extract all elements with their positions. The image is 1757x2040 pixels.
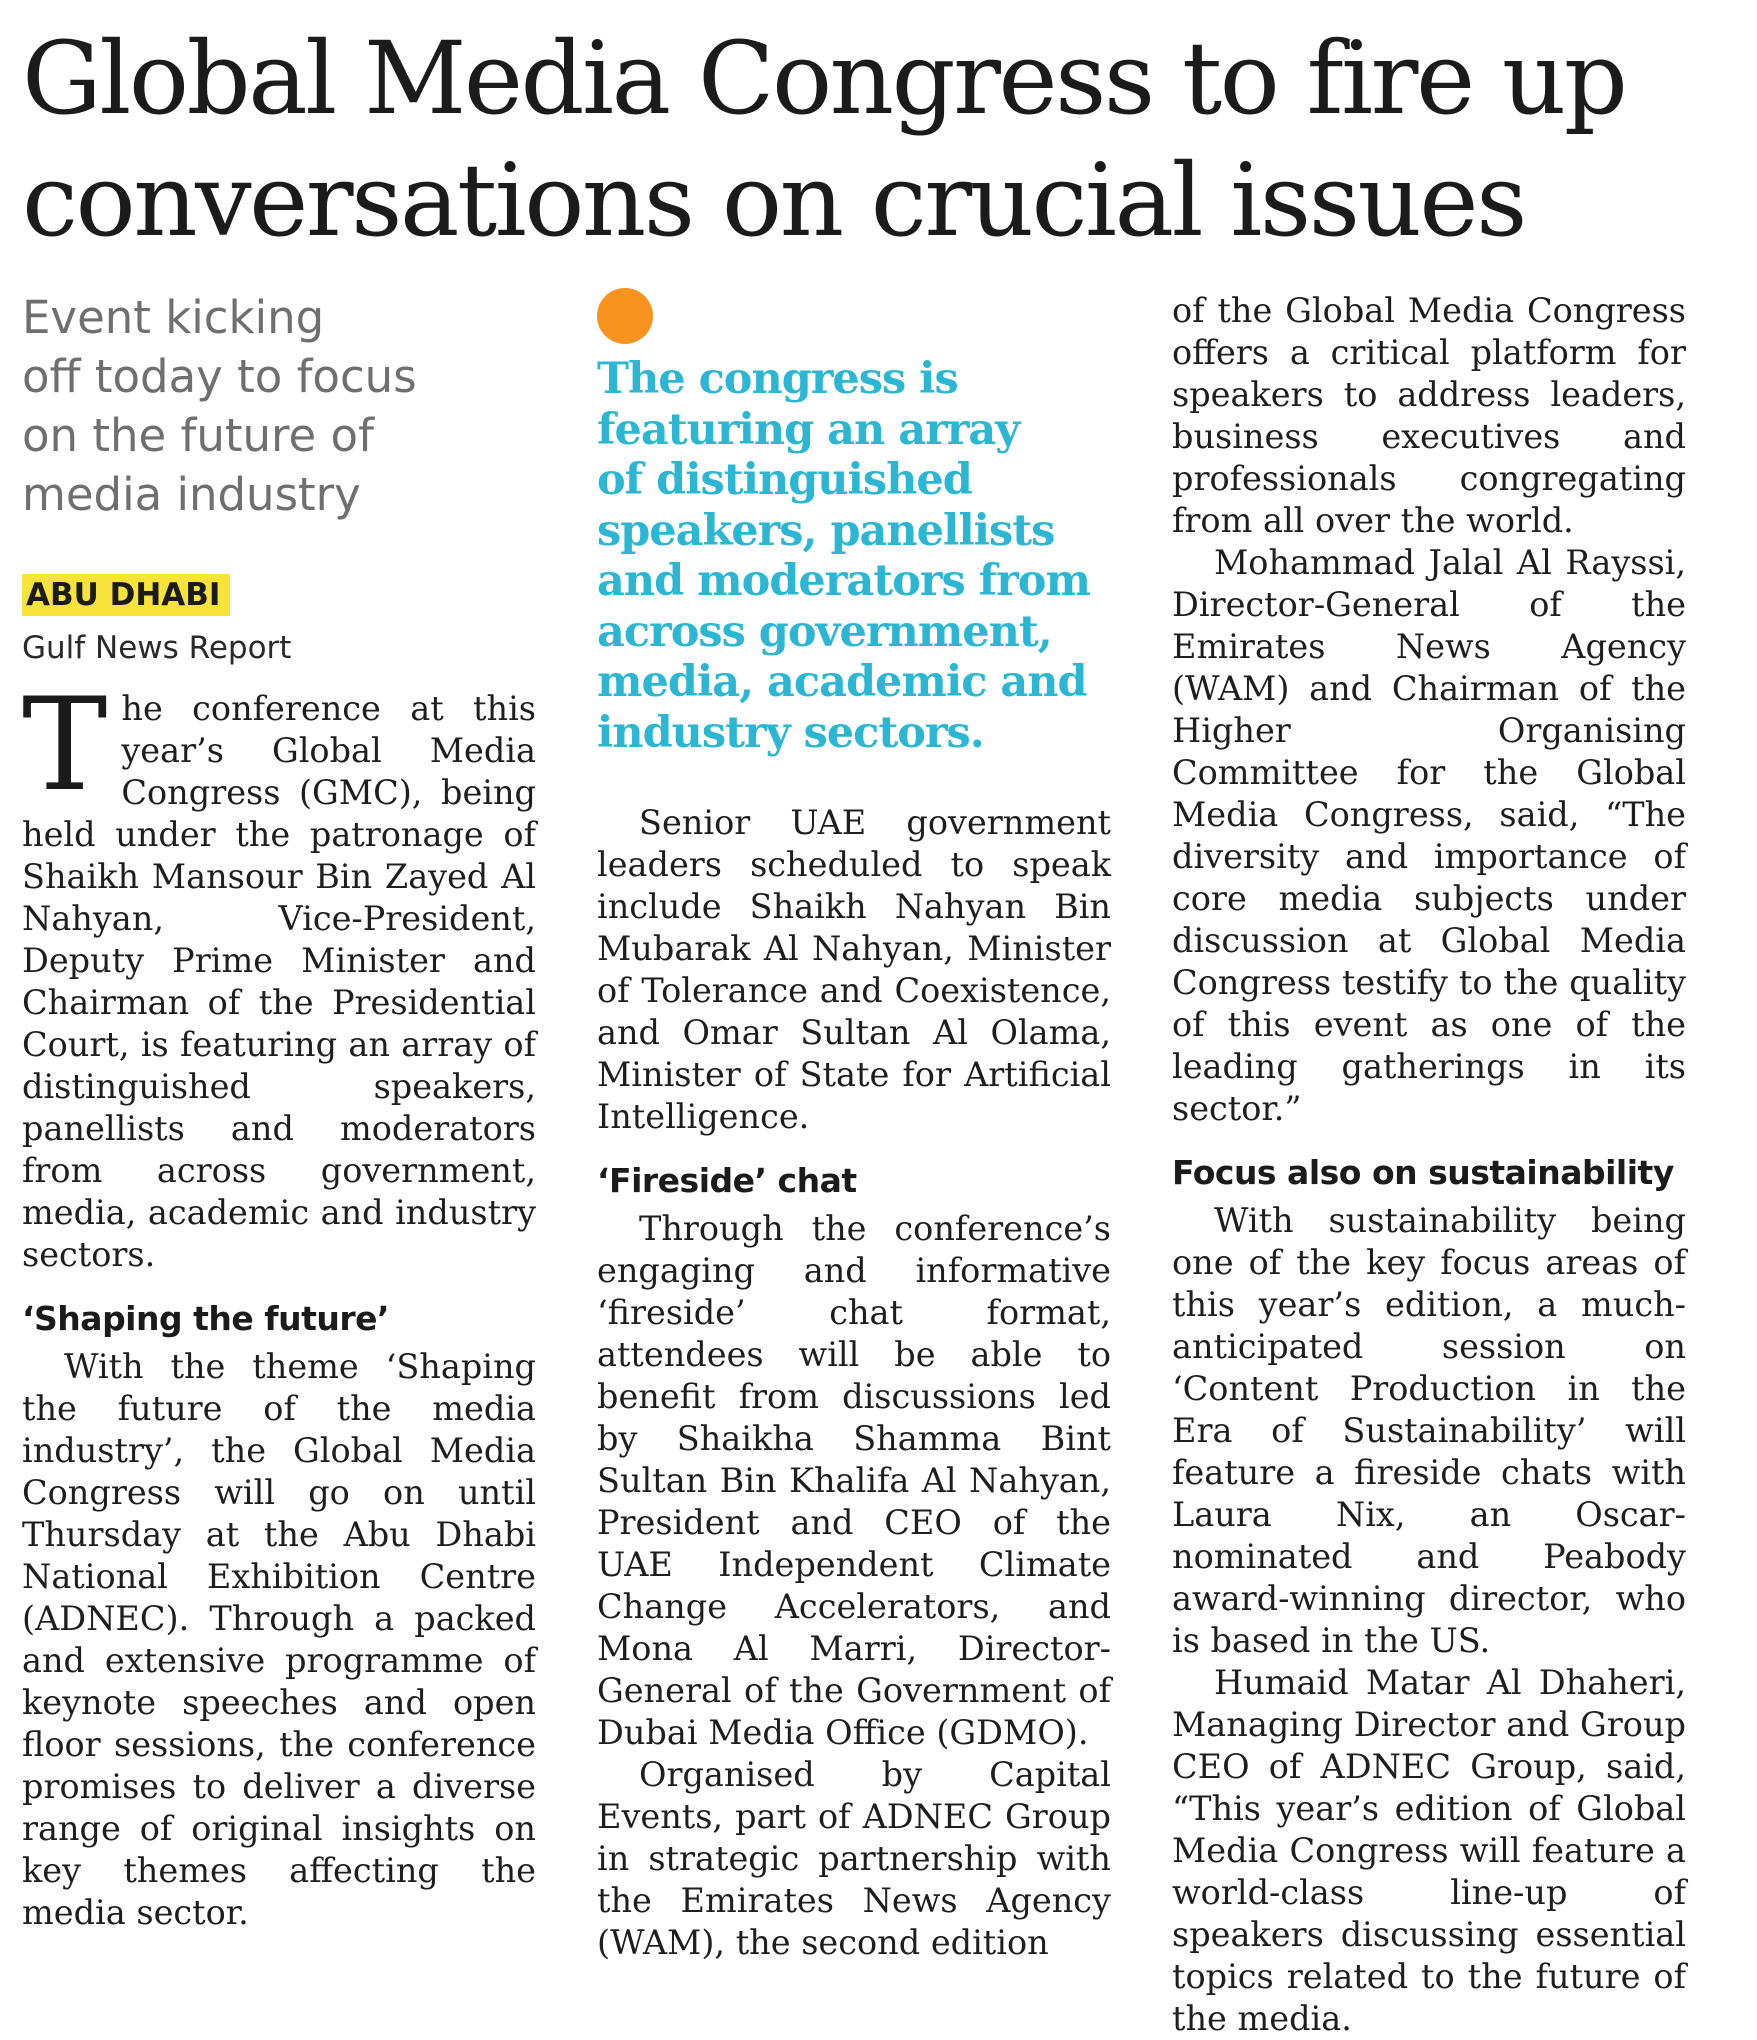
paragraph: With the theme ‘Shaping the future of the media industry’, the Global Media Congress will go on until Thursday at the Abu Dhabi National Exhibition Centre (ADNEC). Through a packed and extensive programme of keynote speeches and open floor sessions, the conference promises to deliver a diverse range of original insights on key themes affecting the media sector. — [22, 1347, 536, 1932]
paragraph: Through the conference’s engaging and informative ‘fireside’ chat format, attendees will be able to benefit from discussions led by Shaikha Shamma Bint Sultan Bin Khalifa Al Nahyan, President and CEO of the UAE Independent Climate Change Accelerators, and Mona Al Marri, Director-General of the Government of Dubai Media Office (GDMO). — [597, 1209, 1111, 1752]
pull-quote-line: of distinguished — [597, 455, 972, 505]
standfirst-line-1: Event kicking — [22, 291, 325, 344]
paragraph: Humaid Matar Al Dhaheri, Managing Director and Group CEO of ADNEC Group, said, “This year’s edition of Global Media Congress will feature a world-class line-up of speakers discussing essential topics related to the future of the media. — [1172, 1663, 1686, 2038]
pull-quote-line: across government, — [597, 606, 1052, 657]
pull-quote — [597, 354, 1111, 758]
standfirst-line-3: on the future of — [22, 409, 374, 462]
paragraph: Mohammad Jalal Al Rayssi, Director-General of the Emirates News Agency (WAM) and Chairman of the Higher Organising Committee for the Global Media Congress, said, “The diversity and importance of core media subjects under discussion at Global Media Congress testify to the quality of this event as one of the leading gatherings in its sector.” — [1172, 543, 1686, 1128]
paragraph — [22, 671, 536, 1276]
standfirst-line-2: off today to focus — [22, 350, 417, 403]
headline-line-1: Global Media Congress to fire up — [22, 20, 1626, 137]
paragraph-text: he conference at this year’s Global Media Congress (GMC), being held under the patronage of Shaikh Mansour Bin Zayed Al Nahyan, Vice-President, Deputy Prime Minister and Chairman of the Presidential Court, is featuring an array of distinguished speakers, panellists and moderators from across government, media, academic and industry sectors. — [22, 689, 536, 1274]
pull-quote-line: media, academic and — [597, 657, 1087, 707]
standfirst-line-4: media industry — [22, 468, 361, 521]
paragraph: With sustainability being one of the key focus areas of this year’s edition, a much-anticipated session on ‘Content Production in the Era of Sustainability’ will feature a fireside chats with Laura Nix, an Oscar-nominated and Peabody award-winning director, who is based in the US. — [1172, 1201, 1686, 1660]
drop-cap: T — [22, 671, 108, 820]
column-2 — [597, 288, 1111, 1964]
headline — [22, 18, 1742, 262]
standfirst — [22, 288, 536, 524]
pull-quote-line: speakers, panellists — [597, 505, 1055, 556]
subheading: ‘Shaping the future’ — [22, 1299, 390, 1338]
column-3 — [1172, 290, 1686, 2040]
pull-quote-line: and moderators from — [597, 556, 1090, 606]
headline-line-2: conversations on crucial issues — [22, 142, 1525, 259]
byline: Gulf News Report — [22, 630, 292, 666]
dateline: ABU DHABI — [22, 574, 230, 616]
orange-dot-icon — [597, 288, 653, 344]
pull-quote-line: industry sectors. — [597, 707, 984, 758]
column-1 — [22, 288, 536, 1934]
subheading: Focus also on sustainability — [1172, 1153, 1674, 1192]
pull-quote-line: featuring an array — [597, 404, 1020, 455]
paragraph: Senior UAE government leaders scheduled to speak include Shaikh Nahyan Bin Mubarak Al Nahyan, Minister of Tolerance and Coexistence, and Omar Sultan Al Olama, Minister of State for Artificial Intelligence. — [597, 803, 1111, 1136]
subheading: ‘Fireside’ chat — [597, 1161, 857, 1200]
pull-quote-line: The congress is — [597, 354, 958, 404]
paragraph: of the Global Media Congress offers a critical platform for speakers to address leaders, business executives and professionals congregating from all over the world. — [1172, 291, 1686, 540]
paragraph: Organised by Capital Events, part of ADNEC Group in strategic partnership with the Emirates News Agency (WAM), the second edition — [597, 1755, 1111, 1962]
